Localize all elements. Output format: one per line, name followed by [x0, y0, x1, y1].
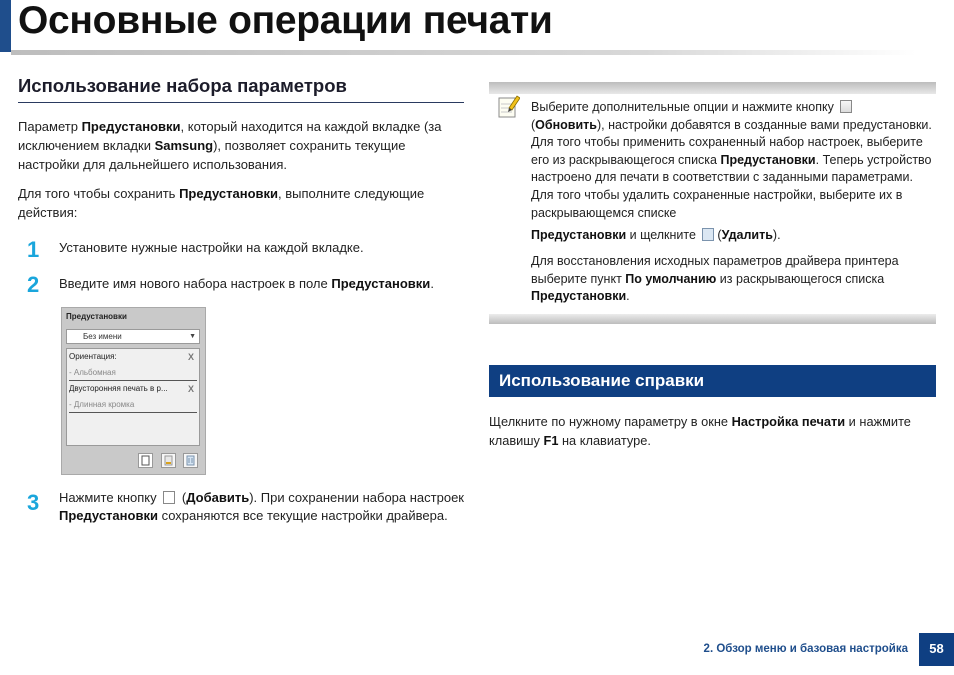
- note-paragraph: [531, 253, 936, 306]
- delete-preset-button[interactable]: [183, 453, 198, 468]
- presets-dropdown[interactable]: [66, 329, 200, 344]
- bold-term: Удалить: [721, 228, 773, 242]
- bold-term: Предустановки: [331, 276, 431, 291]
- title-accent-bar: [0, 0, 11, 52]
- chevron-down-icon: ▼: [189, 333, 196, 340]
- bold-term: Предустановки: [81, 119, 181, 134]
- bold-term: F1: [543, 433, 559, 448]
- text-run: .: [430, 276, 434, 291]
- page-number: 58: [919, 633, 954, 666]
- step-number: 1: [27, 237, 40, 262]
- list-item-label: Двусторонняя печать в р...: [69, 384, 168, 393]
- text-run: .: [626, 289, 630, 304]
- bold-term: По умолчанию: [625, 271, 717, 286]
- text-run: ), настройки добавятся в созданные вами предустановки. Для того чтобы применить сохраненный набор настроек, выберите его из раскрывающегося списка: [531, 117, 932, 167]
- text-run: сохраняются все текущие настройки драйвера.: [157, 508, 448, 523]
- step-number: 3: [27, 490, 40, 515]
- bold-term: Настройка печати: [731, 414, 846, 429]
- save-instructions-paragraph: [18, 184, 468, 222]
- text-run: Выберите дополнительные опции и нажмите кнопку: [531, 100, 838, 114]
- help-section-heading: Использование справки: [499, 371, 705, 390]
- title-divider: [11, 50, 916, 55]
- presets-settings-list: [66, 348, 200, 446]
- bold-term: Предустановки: [531, 228, 627, 242]
- bold-term: Предустановки: [59, 508, 158, 523]
- help-paragraph: [489, 412, 939, 450]
- note-pencil-icon: [498, 94, 520, 118]
- text-run: ), позволяет сохранить текущие настройки для дальнейшего использования.: [18, 138, 406, 172]
- page-title: Основные операции печати: [18, 0, 553, 42]
- bold-term: Предустановки: [179, 186, 279, 201]
- note-bottom-border: [489, 314, 936, 324]
- list-divider: [69, 380, 197, 381]
- add-button-icon: [163, 491, 175, 504]
- add-preset-button[interactable]: [138, 453, 153, 468]
- list-item-value: - Длинная кромка: [69, 400, 135, 409]
- update-button-icon: [840, 100, 852, 113]
- text-run: , который находится на каждой вкладке (за исключением вкладки: [18, 119, 442, 153]
- text-run: (: [181, 490, 187, 505]
- step-text: [59, 239, 459, 257]
- close-icon[interactable]: X: [187, 384, 194, 394]
- list-item-label: Ориентация:: [69, 352, 117, 361]
- step-text: [59, 489, 464, 525]
- text-run: (: [531, 117, 536, 132]
- text-run: из раскрывающегося списка: [716, 271, 885, 286]
- bold-term: Samsung: [154, 138, 214, 153]
- note-paragraph: [531, 227, 936, 245]
- text-run: ). При сохранении набора настроек: [249, 490, 464, 505]
- step-number: 2: [27, 272, 40, 297]
- list-divider: [69, 412, 197, 413]
- text-run: и нажмите клавишу: [489, 414, 911, 448]
- text-run: Параметр: [18, 119, 82, 134]
- add-icon: [139, 454, 152, 467]
- close-icon[interactable]: X: [187, 352, 194, 362]
- help-section-header: [489, 365, 936, 397]
- text-run: Для восстановления исходных параметров драйвера принтера выберите пункт: [531, 254, 899, 286]
- step-text: [59, 275, 464, 293]
- text-run: ).: [772, 228, 781, 242]
- text-run: Установите нужные настройки на каждой вкладке.: [59, 240, 364, 255]
- list-item-value: - Альбомная: [69, 368, 116, 377]
- footer-chapter-link[interactable]: 2. Обзор меню и базовая настройка: [703, 643, 908, 655]
- presets-panel-screenshot: [61, 307, 206, 475]
- delete-button-icon: [702, 228, 714, 241]
- text-run: (: [717, 228, 722, 242]
- intro-paragraph: [18, 117, 468, 174]
- bold-term: Обновить: [535, 117, 597, 132]
- text-run: и щелкните: [626, 228, 700, 242]
- bold-term: Предустановки: [531, 289, 627, 304]
- presets-dropdown-value: Без имени: [83, 332, 122, 341]
- text-run: Нажмите кнопку: [59, 490, 161, 505]
- bold-term: Предустановки: [720, 152, 816, 167]
- list-item[interactable]: [69, 384, 197, 393]
- text-run: Введите имя нового набора настроек в поле: [59, 276, 332, 291]
- note-paragraph: [531, 99, 936, 222]
- bold-term: Добавить: [186, 490, 250, 505]
- update-icon: [162, 454, 175, 467]
- text-run: Щелкните по нужному параметру в окне: [489, 414, 732, 429]
- section-heading: Использование набора параметров: [18, 74, 464, 103]
- text-run: Для того чтобы сохранить: [18, 186, 180, 201]
- presets-panel-title: Предустановки: [66, 312, 127, 321]
- text-run: . Теперь устройство настроено для печати в соответствии с заданными параметрами. Для того чтобы удалить сохраненные настройки, выберите их в раскрывающемся списке: [531, 152, 932, 220]
- text-run: на клавиатуре.: [558, 433, 651, 448]
- update-preset-button[interactable]: [161, 453, 176, 468]
- delete-icon: [184, 454, 197, 467]
- note-top-border: [489, 82, 936, 94]
- text-run: , выполните следующие действия:: [18, 186, 425, 220]
- list-item[interactable]: [69, 352, 197, 361]
